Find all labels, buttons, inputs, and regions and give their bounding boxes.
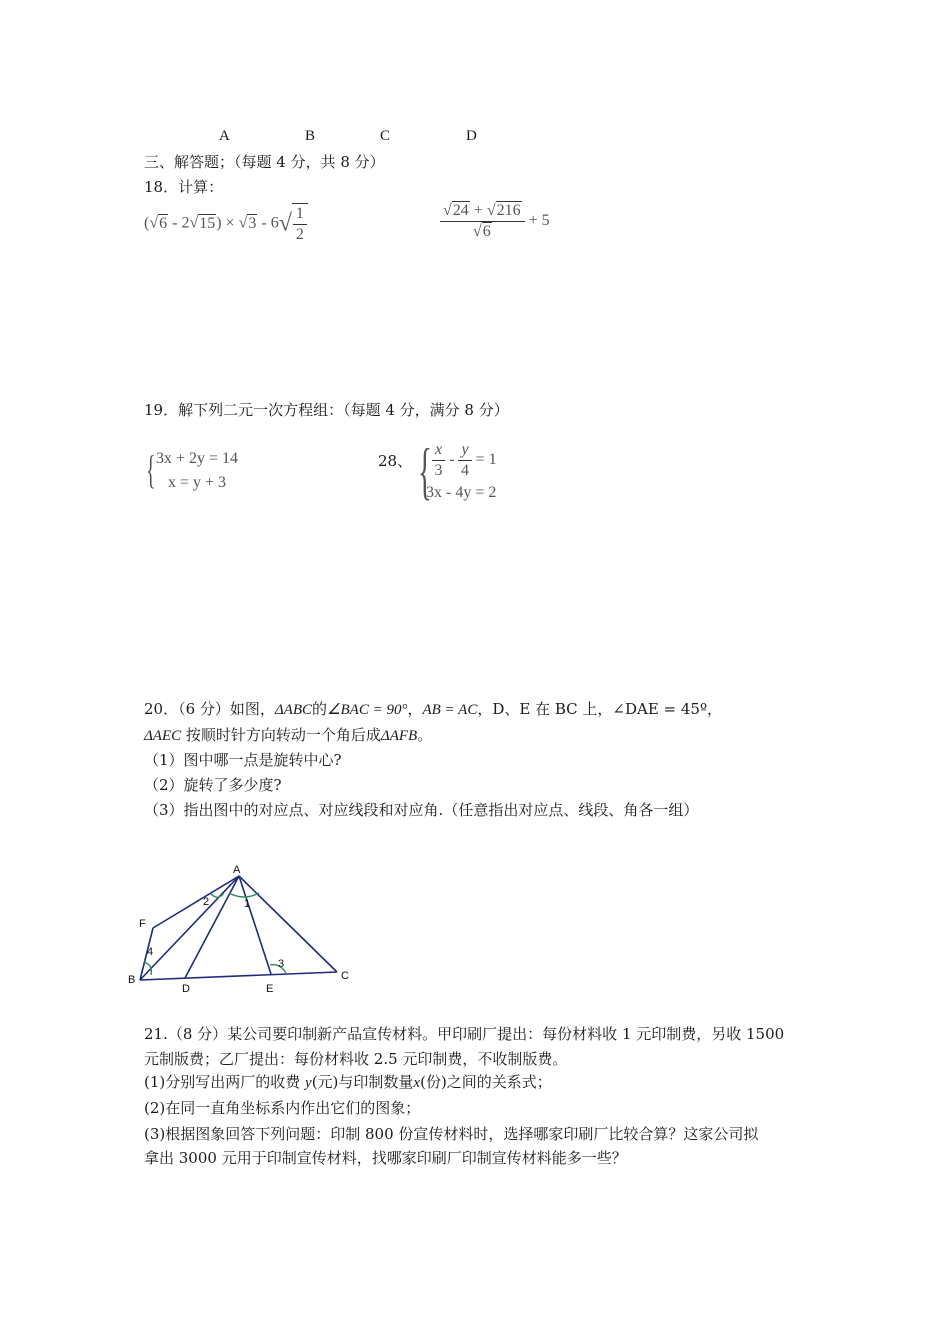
segment-bc [140, 972, 337, 980]
angle-1-label: 1 [244, 898, 251, 910]
angle-2-label: 2 [203, 896, 210, 908]
fraction-x-over-3 [432, 440, 445, 481]
part1-text-c: (份)之间的关系式； [420, 1073, 552, 1091]
point-e-label: E [266, 983, 274, 995]
q21-part-3-line-2: 拿出 3000 元用于印制宣传材料，找哪家印刷厂印制宣传材料能多一些？ [144, 1149, 627, 1167]
radicand-15: 15 [199, 214, 216, 232]
q20-sub-3: （3）指出图中的对应点、对应线段和对应角.（任意指出对应点、线段、角各一组） [144, 801, 699, 819]
fraction-denominator: 4 [460, 462, 469, 479]
choice-c: C [380, 128, 391, 144]
fraction-one-half [292, 203, 308, 245]
q20-sub-2: （2）旋转了多少度? [144, 776, 282, 794]
segment-ad [185, 876, 239, 978]
period: 。 [417, 726, 433, 744]
angle-4-label: 4 [147, 946, 154, 958]
point-b-label: B [128, 974, 136, 986]
rotation-text: 按顺时针方向转动一个角后成 [181, 726, 381, 744]
variable-x: x [413, 1075, 421, 1091]
q21-part-3-line-1: (3)根据图象回答下列问题：印制 800 份宣传材料时，选择哪家印刷厂比较合算？这家公司拟 [144, 1125, 759, 1143]
radicand-24: 24 [452, 202, 469, 219]
radicand-6: 6 [482, 223, 491, 240]
choice-a: A [219, 128, 230, 144]
radicand-6: 6 [159, 214, 168, 232]
radical-fraction [440, 201, 525, 242]
radicand-216: 216 [496, 202, 521, 219]
q21-line-2: 元制版费；乙厂提出：每份材料收 2.5 元印制费，不收制版费。 [144, 1050, 568, 1068]
segment-ac [239, 876, 337, 972]
q18-expression-1: (√6 - 2√15) × √3 - 6√ $\frac{1}{2}$ [144, 203, 308, 245]
brace-icon: { [146, 447, 156, 492]
system1-eq1: 3x + 2y = 14 [156, 450, 239, 467]
choice-b: B [305, 128, 316, 144]
segment-ab [140, 876, 239, 980]
fraction-denominator: 3 [434, 462, 443, 479]
times-sign: × [221, 214, 239, 232]
q20-intro: 20．（6 分）如图， [144, 700, 275, 718]
point-d-label: D [182, 983, 190, 995]
q18-label: 18．计算： [144, 178, 224, 196]
angle-arcs [144, 893, 286, 975]
q20-comma: ， [407, 700, 423, 718]
radicand-3: 3 [248, 214, 257, 232]
plus-five: + 5 [528, 212, 550, 230]
fraction-y-over-4 [458, 440, 471, 481]
ab-equals-ac: AB = AC [422, 702, 478, 718]
q20-sub-1: （1）图中哪一点是旋转中心? [144, 751, 342, 769]
q21-part-2: (2)在同一直角坐标系内作出它们的图象； [144, 1099, 421, 1117]
angle-3-label: 3 [278, 958, 285, 970]
choice-d: D [466, 128, 477, 144]
minus-sign: - [445, 451, 459, 469]
point-a-label: A [233, 864, 241, 876]
part1-text-b: (元)与印制数量 [311, 1073, 414, 1091]
point-f-label: F [139, 918, 146, 930]
q20-line-1 [144, 699, 722, 720]
system2-prefix: 28、 [378, 452, 413, 470]
fraction-denominator: 2 [295, 226, 304, 243]
fraction-numerator: √24 + √216 [440, 201, 525, 222]
system1-eq2: x = y + 3 [168, 474, 227, 491]
fraction-numerator: x [432, 440, 445, 461]
section-heading: 三、解答题；（每题 4 分，共 8 分） [144, 153, 385, 171]
q19-label: 19．解下列二元一次方程组：（每题 4 分，满分 8 分） [144, 401, 509, 419]
q20-line-2 [144, 725, 432, 746]
system2-eq1 [432, 440, 497, 481]
equals-one: = 1 [471, 451, 497, 469]
triangle-figure [120, 855, 370, 1000]
brace-icon: { [418, 435, 432, 506]
fraction-denominator: √6 [472, 223, 491, 240]
q21-line-1: 21.（8 分）某公司要印制新产品宣传材料。甲印刷厂提出：每份材料收 1 元印制费，另收 1500 [144, 1025, 785, 1043]
plus-sign: + [469, 202, 487, 219]
q18-expression-2 [440, 201, 550, 242]
q21-part-1 [144, 1072, 552, 1093]
paren-close: ) [216, 214, 222, 232]
part1-text-a: (1)分别写出两厂的收费 [144, 1073, 306, 1091]
figure-lines [140, 876, 337, 980]
point-c-label: C [341, 970, 349, 982]
minus-two: - 2 [168, 214, 190, 232]
q20-de: 的 [312, 700, 328, 718]
system2-eq2: 3x - 4y = 2 [426, 484, 497, 501]
variable-y: y [305, 1075, 312, 1091]
fraction-numerator: 1 [293, 204, 307, 225]
triangle-afb: ΔAFB [380, 728, 418, 744]
triangle-abc: ΔABC [274, 702, 313, 718]
fraction-numerator: y [458, 440, 471, 461]
paren-open: ( [144, 214, 150, 232]
minus-six: - 6 [257, 214, 279, 232]
q20-condition: ，D、E 在 BC 上，∠DAE = 45º， [477, 700, 723, 718]
angle-bac: ∠BAC = 90° [327, 702, 408, 718]
triangle-aec: ΔAEC [144, 728, 182, 744]
